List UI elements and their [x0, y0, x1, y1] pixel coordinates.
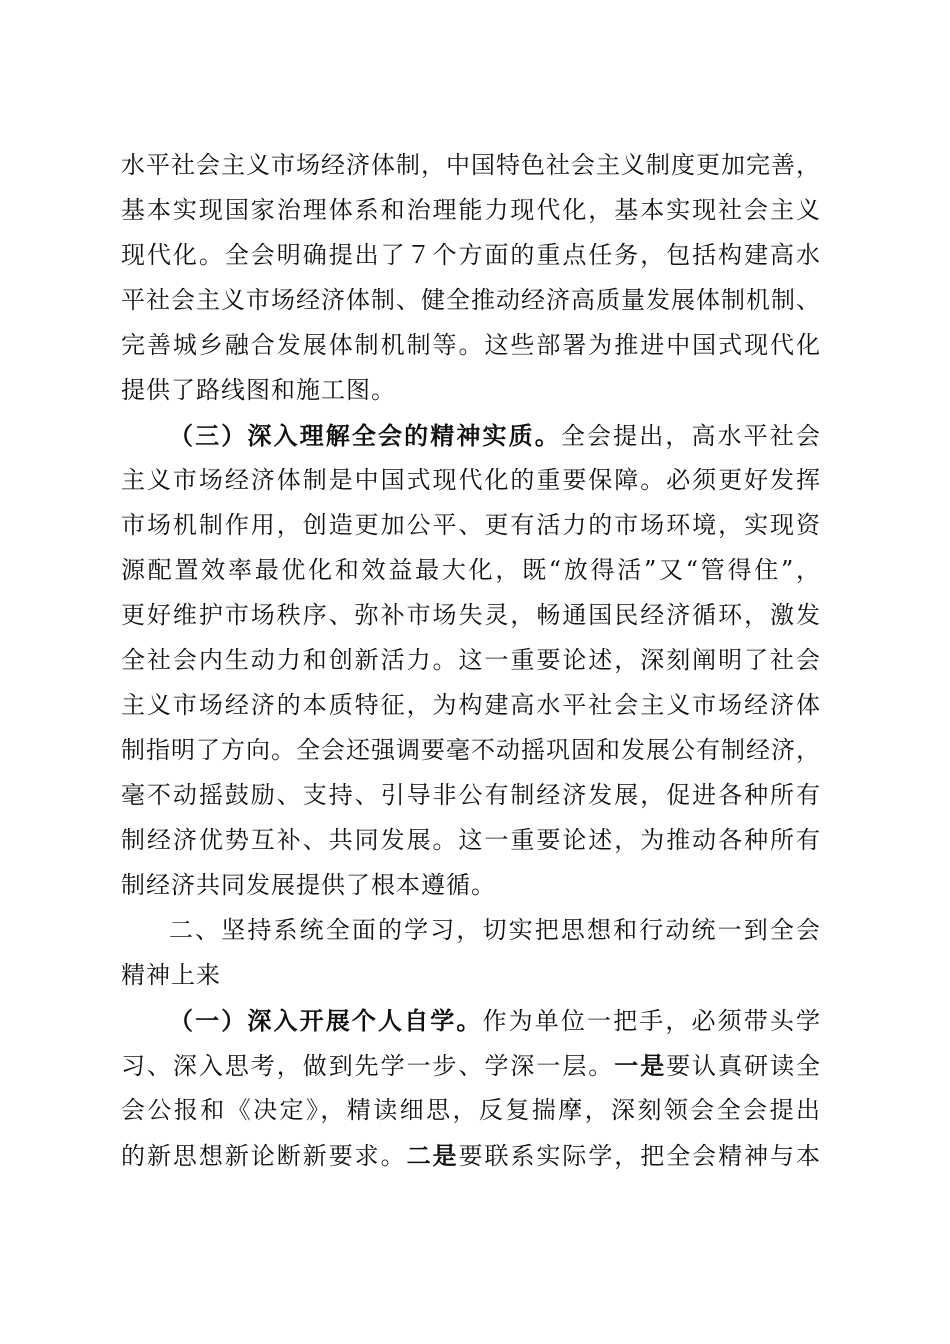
- text-line: 主义市场经济体制是中国式现代化的重要保障。必须更好发挥: [121, 466, 821, 494]
- text-fragment: 要联系实际学，把全会精神与本: [458, 1142, 822, 1170]
- text-line: 市场机制作用，创造更加公平、更有活力的市场环境，实现资: [121, 511, 821, 539]
- text-line: 全社会内生动力和创新活力。这一重要论述，深刻阐明了社会: [121, 646, 821, 674]
- text-line: 水平社会主义市场经济体制，中国特色社会主义制度更加完善，: [121, 151, 821, 179]
- paragraph-heading: （一）深入开展个人自学。: [169, 1006, 483, 1035]
- paragraph-self-study: [121, 998, 821, 1178]
- text-line: 毫不动摇鼓励、支持、引导非公有制经济发展，促进各种所有: [121, 781, 821, 809]
- text-line: 完善城乡融合发展体制机制等。这些部署为推进中国式现代化: [121, 331, 821, 359]
- text-line: 提供了路线图和施工图。: [121, 376, 396, 404]
- text-line: 更好维护市场秩序、弥补市场失灵，畅通国民经济循环，激发: [121, 601, 821, 629]
- text-line: [121, 998, 821, 1043]
- section-heading-line: 精神上来: [121, 961, 221, 989]
- paragraph-overview-goals: [121, 143, 821, 413]
- text-line: [121, 413, 821, 458]
- text-line: [121, 1043, 821, 1088]
- text-line: 源配置效率最优化和效益最大化，既“放得活”又“管得住”，: [121, 556, 821, 584]
- section-heading-line: 二、坚持系统全面的学习，切实把思想和行动统一到全会: [169, 916, 821, 944]
- document-body: [121, 143, 821, 1178]
- text-line: 平社会主义市场经济体制、健全推动经济高质量发展体制机制、: [121, 286, 821, 314]
- emphasis-second: 二是: [406, 1141, 459, 1170]
- text-line: 现代化。全会明确提出了７个方面的重点任务，包括构建高水: [121, 241, 821, 269]
- text-fragment: 的新思想新论断新要求。: [121, 1142, 407, 1170]
- section-heading-two: [121, 908, 821, 998]
- text-fragment: 全会提出，高水平社会: [560, 422, 821, 450]
- paragraph-spirit-essence: [121, 413, 821, 908]
- text-line: 制指明了方向。全会还强调要毫不动摇巩固和发展公有制经济，: [121, 736, 821, 764]
- text-line: 主义市场经济的本质特征，为构建高水平社会主义市场经济体: [121, 691, 821, 719]
- text-line: 基本实现国家治理体系和治理能力现代化，基本实现社会主义: [121, 196, 821, 224]
- paragraph-heading: （三）深入理解全会的精神实质。: [169, 421, 561, 450]
- emphasis-first: 一是: [614, 1051, 667, 1080]
- text-fragment: 作为单位一把手，必须带头学: [482, 1007, 821, 1035]
- text-line: 制经济优势互补、共同发展。这一重要论述，为推动各种所有: [121, 826, 821, 854]
- text-fragment: 要认真研读全: [666, 1052, 822, 1080]
- text-line: 制经济共同发展提供了根本遵循。: [121, 871, 496, 899]
- text-line: 会公报和《决定》，精读细思，反复揣摩，深刻领会全会提出: [121, 1096, 821, 1124]
- text-line: [121, 1133, 821, 1178]
- text-fragment: 习、深入思考，做到先学一步、学深一层。: [121, 1052, 615, 1080]
